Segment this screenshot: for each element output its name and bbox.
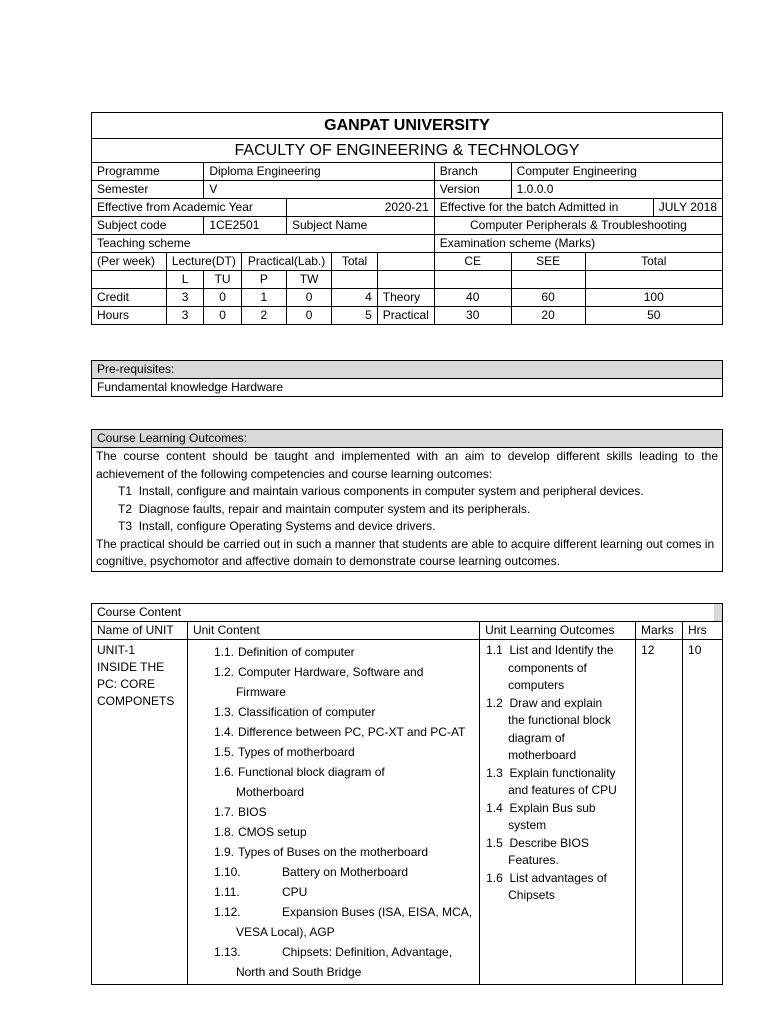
topic-item bbox=[214, 842, 474, 862]
course-content-heading-text: Course Content bbox=[97, 605, 182, 619]
topic-number: 1.3. bbox=[213, 705, 234, 719]
tw-header: TW bbox=[286, 271, 331, 289]
credit-tu: 0 bbox=[204, 289, 242, 307]
topic-item bbox=[214, 902, 474, 942]
outcome-text: Describe BIOS bbox=[509, 835, 589, 850]
credit-row bbox=[92, 289, 723, 307]
topic-text: CPU bbox=[281, 885, 308, 899]
credit-p: 1 bbox=[241, 289, 286, 307]
outcome-text: diagram of bbox=[508, 730, 565, 745]
topic-number: 1.9. bbox=[213, 845, 234, 859]
unit-marks: 12 bbox=[636, 640, 683, 985]
clo-item bbox=[96, 518, 718, 536]
outcome-text: and features of CPU bbox=[508, 783, 617, 797]
heading-shade bbox=[714, 604, 722, 621]
outcome-text: Features. bbox=[508, 853, 559, 867]
topic-number: 1.13. bbox=[213, 945, 241, 959]
credit-l: 3 bbox=[166, 289, 204, 307]
outcome-item bbox=[486, 835, 630, 870]
outcome-text: Explain functionality bbox=[509, 765, 616, 780]
outcome-text: components of bbox=[508, 660, 587, 675]
hours-p: 2 bbox=[241, 307, 286, 325]
topic-text: Classification of computer bbox=[237, 705, 376, 719]
topic-item bbox=[214, 822, 474, 842]
outcome-number: 1.5 bbox=[486, 835, 503, 850]
topic-text: Battery on Motherboard bbox=[281, 865, 409, 879]
unit-name-line: INSIDE THE bbox=[97, 660, 165, 674]
topic-text-cont: VESA Local), AGP bbox=[235, 925, 335, 939]
empty-cell bbox=[434, 271, 511, 289]
teaching-scheme-label: Teaching scheme bbox=[92, 235, 435, 253]
clo-code: T1 bbox=[118, 484, 133, 498]
practical-see: 20 bbox=[511, 307, 585, 325]
outcome-item bbox=[486, 800, 630, 835]
topic-text: Types of Buses on the motherboard bbox=[237, 845, 429, 859]
course-content-table bbox=[91, 603, 723, 985]
branch-value: Computer Engineering bbox=[511, 163, 722, 181]
subject-name-value: Computer Peripherals & Troubleshooting bbox=[434, 217, 722, 235]
university-title: GANPAT UNIVERSITY bbox=[92, 113, 723, 139]
clo-text: Diagnose faults, repair and maintain computer system and its peripherals. bbox=[138, 501, 531, 516]
topic-item bbox=[214, 722, 474, 742]
course-header-table bbox=[91, 112, 723, 325]
topic-text-cont: Motherboard bbox=[235, 785, 304, 799]
outcome-text: List and Identify the bbox=[509, 643, 614, 657]
unit-name-line: UNIT-1 bbox=[97, 643, 136, 657]
see-header: SEE bbox=[511, 253, 585, 271]
theory-total: 100 bbox=[585, 289, 723, 307]
outcome-item bbox=[486, 695, 630, 765]
outcome-number: 1.4 bbox=[486, 800, 503, 815]
col-hrs-header: Hrs bbox=[683, 622, 723, 640]
ce-header: CE bbox=[434, 253, 511, 271]
course-content-heading bbox=[92, 604, 723, 622]
l-header: L bbox=[166, 271, 204, 289]
topic-text: Difference between PC, PC-XT and PC-AT bbox=[237, 725, 466, 739]
topic-item bbox=[214, 662, 474, 702]
clo-intro: The course content should be taught and implemented with an aim to develop different skills leading to the achievement of the following competencies and course learning outcomes: bbox=[96, 449, 718, 481]
topic-text: Computer Hardware, Software and bbox=[237, 665, 424, 679]
col-ulo-header: Unit Learning Outcomes bbox=[480, 622, 636, 640]
clo-item bbox=[96, 501, 718, 519]
practical-header: Practical(Lab.) bbox=[241, 253, 331, 271]
subject-name-label: Subject Name bbox=[286, 217, 434, 235]
outcome-number: 1.6 bbox=[486, 870, 503, 885]
topic-text: Functional block diagram of bbox=[237, 765, 385, 779]
outcome-text: Explain Bus sub bbox=[509, 800, 596, 815]
topic-number: 1.10. bbox=[213, 865, 241, 879]
practical-label: Practical bbox=[377, 307, 434, 325]
topic-number: 1.5. bbox=[213, 745, 234, 759]
clo-text: Install, configure and maintain various components in computer system and peripheral devices. bbox=[138, 484, 644, 498]
topic-number: 1.6. bbox=[213, 765, 234, 779]
effective-year-value: 2020-21 bbox=[286, 199, 434, 217]
faculty-title: FACULTY OF ENGINEERING & TECHNOLOGY bbox=[92, 139, 723, 163]
version-label: Version bbox=[434, 181, 511, 199]
course-learning-outcomes-table bbox=[91, 429, 723, 572]
outcome-item bbox=[486, 870, 630, 905]
unit-name-line: PC: CORE bbox=[97, 677, 156, 691]
topic-number: 1.2. bbox=[213, 665, 234, 679]
per-week-label: (Per week) bbox=[92, 253, 167, 271]
tu-header: TU bbox=[204, 271, 242, 289]
topic-text-cont: Firmware bbox=[235, 685, 286, 699]
clo-code: T3 bbox=[118, 519, 133, 533]
semester-value: V bbox=[204, 181, 434, 199]
subject-code-value: 1CE2501 bbox=[204, 217, 287, 235]
lecture-header: Lecture(DT) bbox=[166, 253, 241, 271]
clo-code: T2 bbox=[118, 501, 133, 516]
topic-item bbox=[214, 862, 474, 882]
topic-text: BIOS bbox=[237, 805, 267, 819]
topic-number: 1.7. bbox=[213, 805, 234, 819]
clo-item bbox=[96, 483, 718, 501]
topic-item bbox=[214, 642, 474, 662]
semester-label: Semester bbox=[92, 181, 204, 199]
topic-text: Chipsets: Definition, Advantage, bbox=[281, 945, 453, 959]
practical-ce: 30 bbox=[434, 307, 511, 325]
unit-content bbox=[187, 640, 479, 985]
topic-item bbox=[214, 702, 474, 722]
topic-text: Expansion Buses (ISA, EISA, MCA, bbox=[281, 905, 473, 919]
unit-name bbox=[92, 640, 188, 985]
outcome-number: 1.2 bbox=[486, 695, 503, 710]
topic-item bbox=[214, 882, 474, 902]
outcome-number: 1.3 bbox=[486, 765, 503, 780]
effective-year-label: Effective from Academic Year bbox=[92, 199, 287, 217]
clo-heading: Course Learning Outcomes: bbox=[92, 430, 723, 448]
topic-item bbox=[214, 942, 474, 982]
topic-text: CMOS setup bbox=[237, 825, 307, 839]
practical-total: 50 bbox=[585, 307, 723, 325]
topic-number: 1.11. bbox=[213, 885, 240, 899]
effective-batch-label: Effective for the batch Admitted in bbox=[434, 199, 653, 217]
empty-cell bbox=[377, 271, 434, 289]
teaching-total-header: Total bbox=[332, 253, 377, 271]
credit-total: 4 bbox=[332, 289, 377, 307]
topic-number: 1.1. bbox=[213, 645, 234, 659]
topic-text-cont: North and South Bridge bbox=[235, 965, 362, 979]
credit-tw: 0 bbox=[286, 289, 331, 307]
hours-total: 5 bbox=[332, 307, 377, 325]
outcome-text: Draw and explain bbox=[509, 695, 603, 710]
outcome-text: motherboard bbox=[508, 748, 577, 762]
hours-l: 3 bbox=[166, 307, 204, 325]
outcome-text: computers bbox=[508, 678, 565, 692]
p-header: P bbox=[241, 271, 286, 289]
outcome-text: the functional block bbox=[508, 713, 611, 727]
clo-body bbox=[92, 448, 723, 572]
credit-label: Credit bbox=[92, 289, 167, 307]
outcome-text: Chipsets bbox=[508, 888, 555, 902]
empty-cell bbox=[377, 253, 434, 271]
hours-tw: 0 bbox=[286, 307, 331, 325]
prerequisites-text: Fundamental knowledge Hardware bbox=[92, 379, 723, 397]
version-value: 1.0.0.0 bbox=[511, 181, 722, 199]
theory-see: 60 bbox=[511, 289, 585, 307]
programme-value: Diploma Engineering bbox=[204, 163, 434, 181]
prerequisites-table bbox=[91, 360, 723, 397]
outcome-item bbox=[486, 765, 630, 800]
topic-item bbox=[214, 762, 474, 802]
clo-outro: The practical should be carried out in such a manner that students are able to acquire different learning out comes in cognitive, psychomotor and affective domain to demonstrate course learning outcomes. bbox=[96, 536, 715, 568]
col-marks-header: Marks bbox=[636, 622, 683, 640]
unit-outcomes bbox=[480, 640, 636, 985]
prerequisites-heading: Pre-requisites: bbox=[92, 361, 723, 379]
topic-number: 1.4. bbox=[213, 725, 234, 739]
empty-cell bbox=[332, 271, 377, 289]
empty-cell bbox=[511, 271, 585, 289]
branch-label: Branch bbox=[434, 163, 511, 181]
topic-number: 1.8. bbox=[213, 825, 234, 839]
topic-item bbox=[214, 742, 474, 762]
hours-label: Hours bbox=[92, 307, 167, 325]
col-unit-header: Name of UNIT bbox=[92, 622, 188, 640]
topic-text: Types of motherboard bbox=[237, 745, 355, 759]
theory-label: Theory bbox=[377, 289, 434, 307]
theory-ce: 40 bbox=[434, 289, 511, 307]
empty-cell bbox=[92, 271, 167, 289]
subject-code-label: Subject code bbox=[92, 217, 204, 235]
outcome-text: system bbox=[508, 818, 547, 832]
programme-label: Programme bbox=[92, 163, 204, 181]
exam-total-header: Total bbox=[585, 253, 723, 271]
hours-tu: 0 bbox=[204, 307, 242, 325]
unit-name-line: COMPONETS bbox=[97, 694, 175, 708]
topic-number: 1.12. bbox=[213, 905, 241, 919]
exam-scheme-label: Examination scheme (Marks) bbox=[434, 235, 722, 253]
outcome-number: 1.1 bbox=[486, 643, 503, 657]
outcome-item bbox=[486, 642, 630, 695]
empty-cell bbox=[585, 271, 723, 289]
clo-text: Install, configure Operating Systems and device drivers. bbox=[138, 519, 436, 533]
topic-item bbox=[214, 802, 474, 822]
unit-row bbox=[92, 640, 723, 985]
effective-batch-value: JULY 2018 bbox=[653, 199, 722, 217]
outcome-text: List advantages of bbox=[509, 870, 607, 885]
col-content-header: Unit Content bbox=[187, 622, 479, 640]
unit-hrs: 10 bbox=[683, 640, 723, 985]
hours-row bbox=[92, 307, 723, 325]
topic-text: Definition of computer bbox=[237, 645, 355, 659]
